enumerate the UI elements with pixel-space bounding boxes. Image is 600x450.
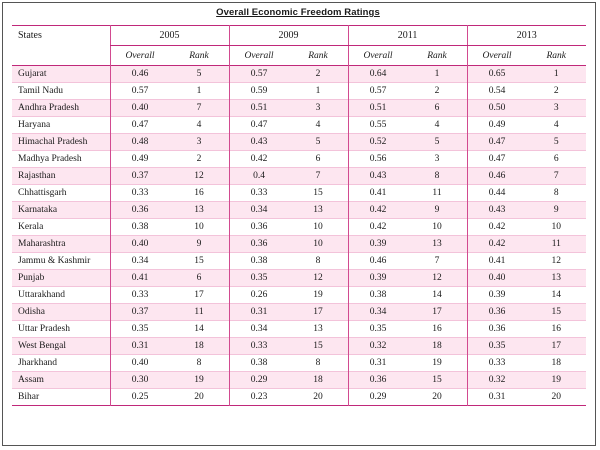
rank-cell: 4 [553, 120, 559, 130]
year-header-2009: 2009 [229, 26, 348, 46]
rank-cell: 13 [313, 205, 323, 215]
rank-cell: 5 [196, 69, 202, 79]
overall-cell: 0.41 [110, 270, 170, 287]
overall-cell: 0.64 [348, 66, 408, 83]
overall-cell: 0.37 [110, 168, 170, 185]
rank-header: Rank [427, 50, 447, 61]
rank-cell: 17 [432, 307, 442, 317]
rank-cell: 10 [432, 222, 442, 232]
overall-header: Overall [110, 46, 170, 66]
overall-cell: 0.47 [467, 134, 527, 151]
rank-cell: 13 [194, 205, 204, 215]
state-name-cell: Kerala [18, 222, 44, 232]
overall-cell: 0.57 [348, 83, 408, 100]
rank-cell: 7 [315, 171, 321, 181]
table-row [12, 202, 586, 219]
rank-cell: 8 [315, 358, 321, 368]
table-row [12, 168, 586, 185]
overall-cell: 0.26 [229, 287, 289, 304]
overall-cell: 0.31 [467, 389, 527, 406]
rank-cell: 3 [315, 103, 321, 113]
overall-cell: 0.35 [348, 321, 408, 338]
rank-cell: 3 [434, 154, 440, 164]
overall-cell: 0.48 [110, 134, 170, 151]
rank-cell: 9 [553, 205, 559, 215]
rank-cell: 2 [434, 86, 440, 96]
overall-cell: 0.56 [348, 151, 408, 168]
overall-cell: 0.31 [110, 338, 170, 355]
table-row [12, 117, 586, 134]
table-row [12, 372, 586, 389]
state-name-cell: Rajasthan [18, 171, 56, 181]
table-row [12, 253, 586, 270]
overall-cell: 0.34 [229, 321, 289, 338]
rank-cell: 5 [434, 137, 440, 147]
table-row [12, 287, 586, 304]
rank-cell: 10 [194, 222, 204, 232]
overall-cell: 0.57 [229, 66, 289, 83]
overall-cell: 0.54 [467, 83, 527, 100]
state-name-cell: Gujarat [18, 69, 47, 79]
overall-cell: 0.38 [229, 355, 289, 372]
overall-cell: 0.46 [110, 66, 170, 83]
rank-cell: 20 [313, 392, 323, 402]
state-name-cell: Bihar [18, 392, 40, 402]
rank-cell: 12 [194, 171, 204, 181]
state-name-cell: Himachal Pradesh [18, 137, 88, 147]
rank-cell: 4 [434, 120, 440, 130]
overall-cell: 0.35 [110, 321, 170, 338]
overall-cell: 0.34 [110, 253, 170, 270]
overall-cell: 0.33 [229, 338, 289, 355]
overall-cell: 0.35 [229, 270, 289, 287]
overall-cell: 0.36 [467, 304, 527, 321]
rank-cell: 11 [194, 307, 204, 317]
rank-cell: 4 [196, 120, 202, 130]
rank-cell: 1 [553, 69, 559, 79]
overall-cell: 0.43 [348, 168, 408, 185]
overall-cell: 0.49 [110, 151, 170, 168]
overall-cell: 0.47 [229, 117, 289, 134]
overall-cell: 0.37 [110, 304, 170, 321]
rank-cell: 8 [196, 358, 202, 368]
overall-cell: 0.34 [348, 304, 408, 321]
overall-cell: 0.51 [229, 100, 289, 117]
year-header-2011: 2011 [348, 26, 467, 46]
overall-cell: 0.59 [229, 83, 289, 100]
rank-cell: 20 [551, 392, 562, 402]
rank-cell: 7 [434, 256, 440, 266]
table-row [12, 66, 586, 83]
rank-cell: 6 [196, 273, 202, 283]
overall-cell: 0.41 [348, 185, 408, 202]
overall-cell: 0.38 [229, 253, 289, 270]
overall-cell: 0.4 [229, 168, 289, 185]
state-name-cell: Jharkhand [18, 358, 58, 368]
overall-cell: 0.38 [110, 219, 170, 236]
state-name-cell: West Bengal [18, 341, 67, 351]
overall-header: Overall [467, 46, 527, 66]
rank-cell: 6 [434, 103, 440, 113]
overall-cell: 0.42 [348, 219, 408, 236]
overall-cell: 0.46 [348, 253, 408, 270]
rank-cell: 8 [553, 188, 559, 198]
overall-cell: 0.40 [110, 355, 170, 372]
overall-cell: 0.43 [467, 202, 527, 219]
rank-cell: 15 [313, 188, 323, 198]
overall-cell: 0.33 [110, 287, 170, 304]
overall-cell: 0.25 [110, 389, 170, 406]
overall-cell: 0.36 [467, 321, 527, 338]
state-name-cell: Punjab [18, 273, 45, 283]
overall-cell: 0.49 [467, 117, 527, 134]
rank-cell: 16 [551, 324, 562, 334]
overall-cell: 0.39 [348, 270, 408, 287]
rank-cell: 8 [315, 256, 321, 266]
overall-cell: 0.47 [467, 151, 527, 168]
rank-cell: 3 [196, 137, 202, 147]
state-name-cell: Assam [18, 375, 44, 385]
overall-cell: 0.40 [467, 270, 527, 287]
rank-cell: 20 [194, 392, 204, 402]
rank-cell: 14 [194, 324, 204, 334]
rank-cell: 12 [313, 273, 323, 283]
state-name-cell: Jammu & Kashmir [18, 256, 91, 266]
rank-cell: 6 [315, 154, 321, 164]
table-row [12, 134, 586, 151]
table-row [12, 338, 586, 355]
overall-cell: 0.39 [467, 287, 527, 304]
overall-cell: 0.42 [467, 236, 527, 253]
table-row [12, 389, 586, 406]
overall-cell: 0.41 [467, 253, 527, 270]
rank-cell: 10 [313, 222, 323, 232]
overall-header: Overall [229, 46, 289, 66]
state-name-cell: Haryana [18, 120, 51, 130]
rank-cell: 8 [434, 171, 440, 181]
table-row [12, 304, 586, 321]
overall-cell: 0.51 [348, 100, 408, 117]
rank-header: Rank [189, 50, 209, 61]
year-header-row [12, 26, 586, 46]
rank-cell: 2 [553, 86, 559, 96]
rank-cell: 2 [196, 154, 202, 164]
overall-cell: 0.42 [229, 151, 289, 168]
table-row [12, 151, 586, 168]
rank-cell: 16 [432, 324, 442, 334]
rank-cell: 1 [196, 86, 202, 96]
rank-cell: 3 [553, 103, 559, 113]
overall-cell: 0.30 [110, 372, 170, 389]
rank-cell: 18 [432, 341, 442, 351]
overall-cell: 0.52 [348, 134, 408, 151]
table-body [12, 66, 586, 406]
overall-cell: 0.65 [467, 66, 527, 83]
overall-cell: 0.36 [348, 372, 408, 389]
state-name-cell: Maharashtra [18, 239, 66, 249]
rank-cell: 1 [434, 69, 440, 79]
state-name-cell: Andhra Pradesh [18, 103, 79, 113]
overall-cell: 0.44 [467, 185, 527, 202]
table-row [12, 236, 586, 253]
rank-cell: 13 [551, 273, 562, 283]
table-row [12, 270, 586, 287]
rank-cell: 6 [553, 154, 559, 164]
state-name-cell: Tamil Nadu [18, 86, 63, 96]
overall-cell: 0.47 [110, 117, 170, 134]
table-row [12, 321, 586, 338]
overall-cell: 0.29 [229, 372, 289, 389]
year-header-2005: 2005 [110, 26, 229, 46]
overall-cell: 0.34 [229, 202, 289, 219]
overall-cell: 0.29 [348, 389, 408, 406]
rank-cell: 11 [551, 239, 561, 249]
rank-cell: 9 [434, 205, 440, 215]
rank-cell: 5 [553, 137, 559, 147]
overall-cell: 0.40 [110, 100, 170, 117]
rank-cell: 12 [551, 256, 562, 266]
overall-cell: 0.36 [229, 219, 289, 236]
rank-cell: 7 [553, 171, 559, 181]
state-name-cell: Uttarakhand [18, 290, 65, 300]
rank-cell: 11 [432, 188, 442, 198]
overall-cell: 0.33 [467, 355, 527, 372]
overall-cell: 0.31 [348, 355, 408, 372]
overall-cell: 0.55 [348, 117, 408, 134]
overall-cell: 0.33 [110, 185, 170, 202]
rank-header: Rank [546, 50, 567, 61]
rank-cell: 15 [551, 307, 562, 317]
state-name-cell: Odisha [18, 307, 45, 317]
economic-freedom-table [12, 25, 586, 406]
overall-cell: 0.31 [229, 304, 289, 321]
table-row [12, 355, 586, 372]
overall-cell: 0.57 [110, 83, 170, 100]
overall-cell: 0.32 [467, 372, 527, 389]
table-title: Overall Economic Freedom Ratings [216, 7, 380, 18]
rank-cell: 20 [432, 392, 442, 402]
rank-cell: 2 [315, 69, 321, 79]
rank-cell: 17 [551, 341, 562, 351]
rank-cell: 1 [315, 86, 321, 96]
overall-cell: 0.50 [467, 100, 527, 117]
rank-cell: 16 [194, 188, 204, 198]
overall-cell: 0.40 [110, 236, 170, 253]
rank-cell: 19 [432, 358, 442, 368]
rank-cell: 15 [432, 375, 442, 385]
overall-cell: 0.32 [348, 338, 408, 355]
overall-cell: 0.43 [229, 134, 289, 151]
rank-cell: 19 [551, 375, 562, 385]
rank-header: Rank [308, 50, 328, 61]
rank-cell: 13 [313, 324, 323, 334]
year-header-2013: 2013 [467, 26, 586, 46]
table-row [12, 219, 586, 236]
overall-cell: 0.38 [348, 287, 408, 304]
rank-cell: 4 [315, 120, 321, 130]
rank-cell: 17 [194, 290, 204, 300]
overall-cell: 0.35 [467, 338, 527, 355]
rank-cell: 10 [313, 239, 323, 249]
overall-cell: 0.46 [467, 168, 527, 185]
table-row [12, 185, 586, 202]
table-row [12, 83, 586, 100]
overall-header: Overall [348, 46, 408, 66]
overall-cell: 0.36 [110, 202, 170, 219]
rank-cell: 9 [196, 239, 202, 249]
rank-cell: 7 [196, 103, 202, 113]
rank-cell: 17 [313, 307, 323, 317]
state-name-cell: Chhattisgarh [18, 188, 67, 198]
rank-cell: 19 [194, 375, 204, 385]
rank-cell: 10 [551, 222, 562, 232]
state-name-cell: Uttar Pradesh [18, 324, 70, 334]
rank-cell: 14 [551, 290, 562, 300]
rank-cell: 12 [432, 273, 442, 283]
rank-cell: 15 [194, 256, 204, 266]
overall-cell: 0.42 [467, 219, 527, 236]
overall-cell: 0.39 [348, 236, 408, 253]
state-name-cell: Madhya Pradesh [18, 154, 82, 164]
rank-cell: 13 [432, 239, 442, 249]
rank-cell: 14 [432, 290, 442, 300]
rank-cell: 19 [313, 290, 323, 300]
overall-cell: 0.33 [229, 185, 289, 202]
rank-cell: 18 [194, 341, 204, 351]
overall-cell: 0.42 [348, 202, 408, 219]
state-name-cell: Karnataka [18, 205, 58, 215]
states-column-header: States [18, 30, 42, 41]
rank-cell: 5 [315, 137, 321, 147]
rank-cell: 18 [551, 358, 562, 368]
table-row [12, 100, 586, 117]
rank-cell: 15 [313, 341, 323, 351]
rank-cell: 18 [313, 375, 323, 385]
overall-cell: 0.23 [229, 389, 289, 406]
overall-cell: 0.36 [229, 236, 289, 253]
